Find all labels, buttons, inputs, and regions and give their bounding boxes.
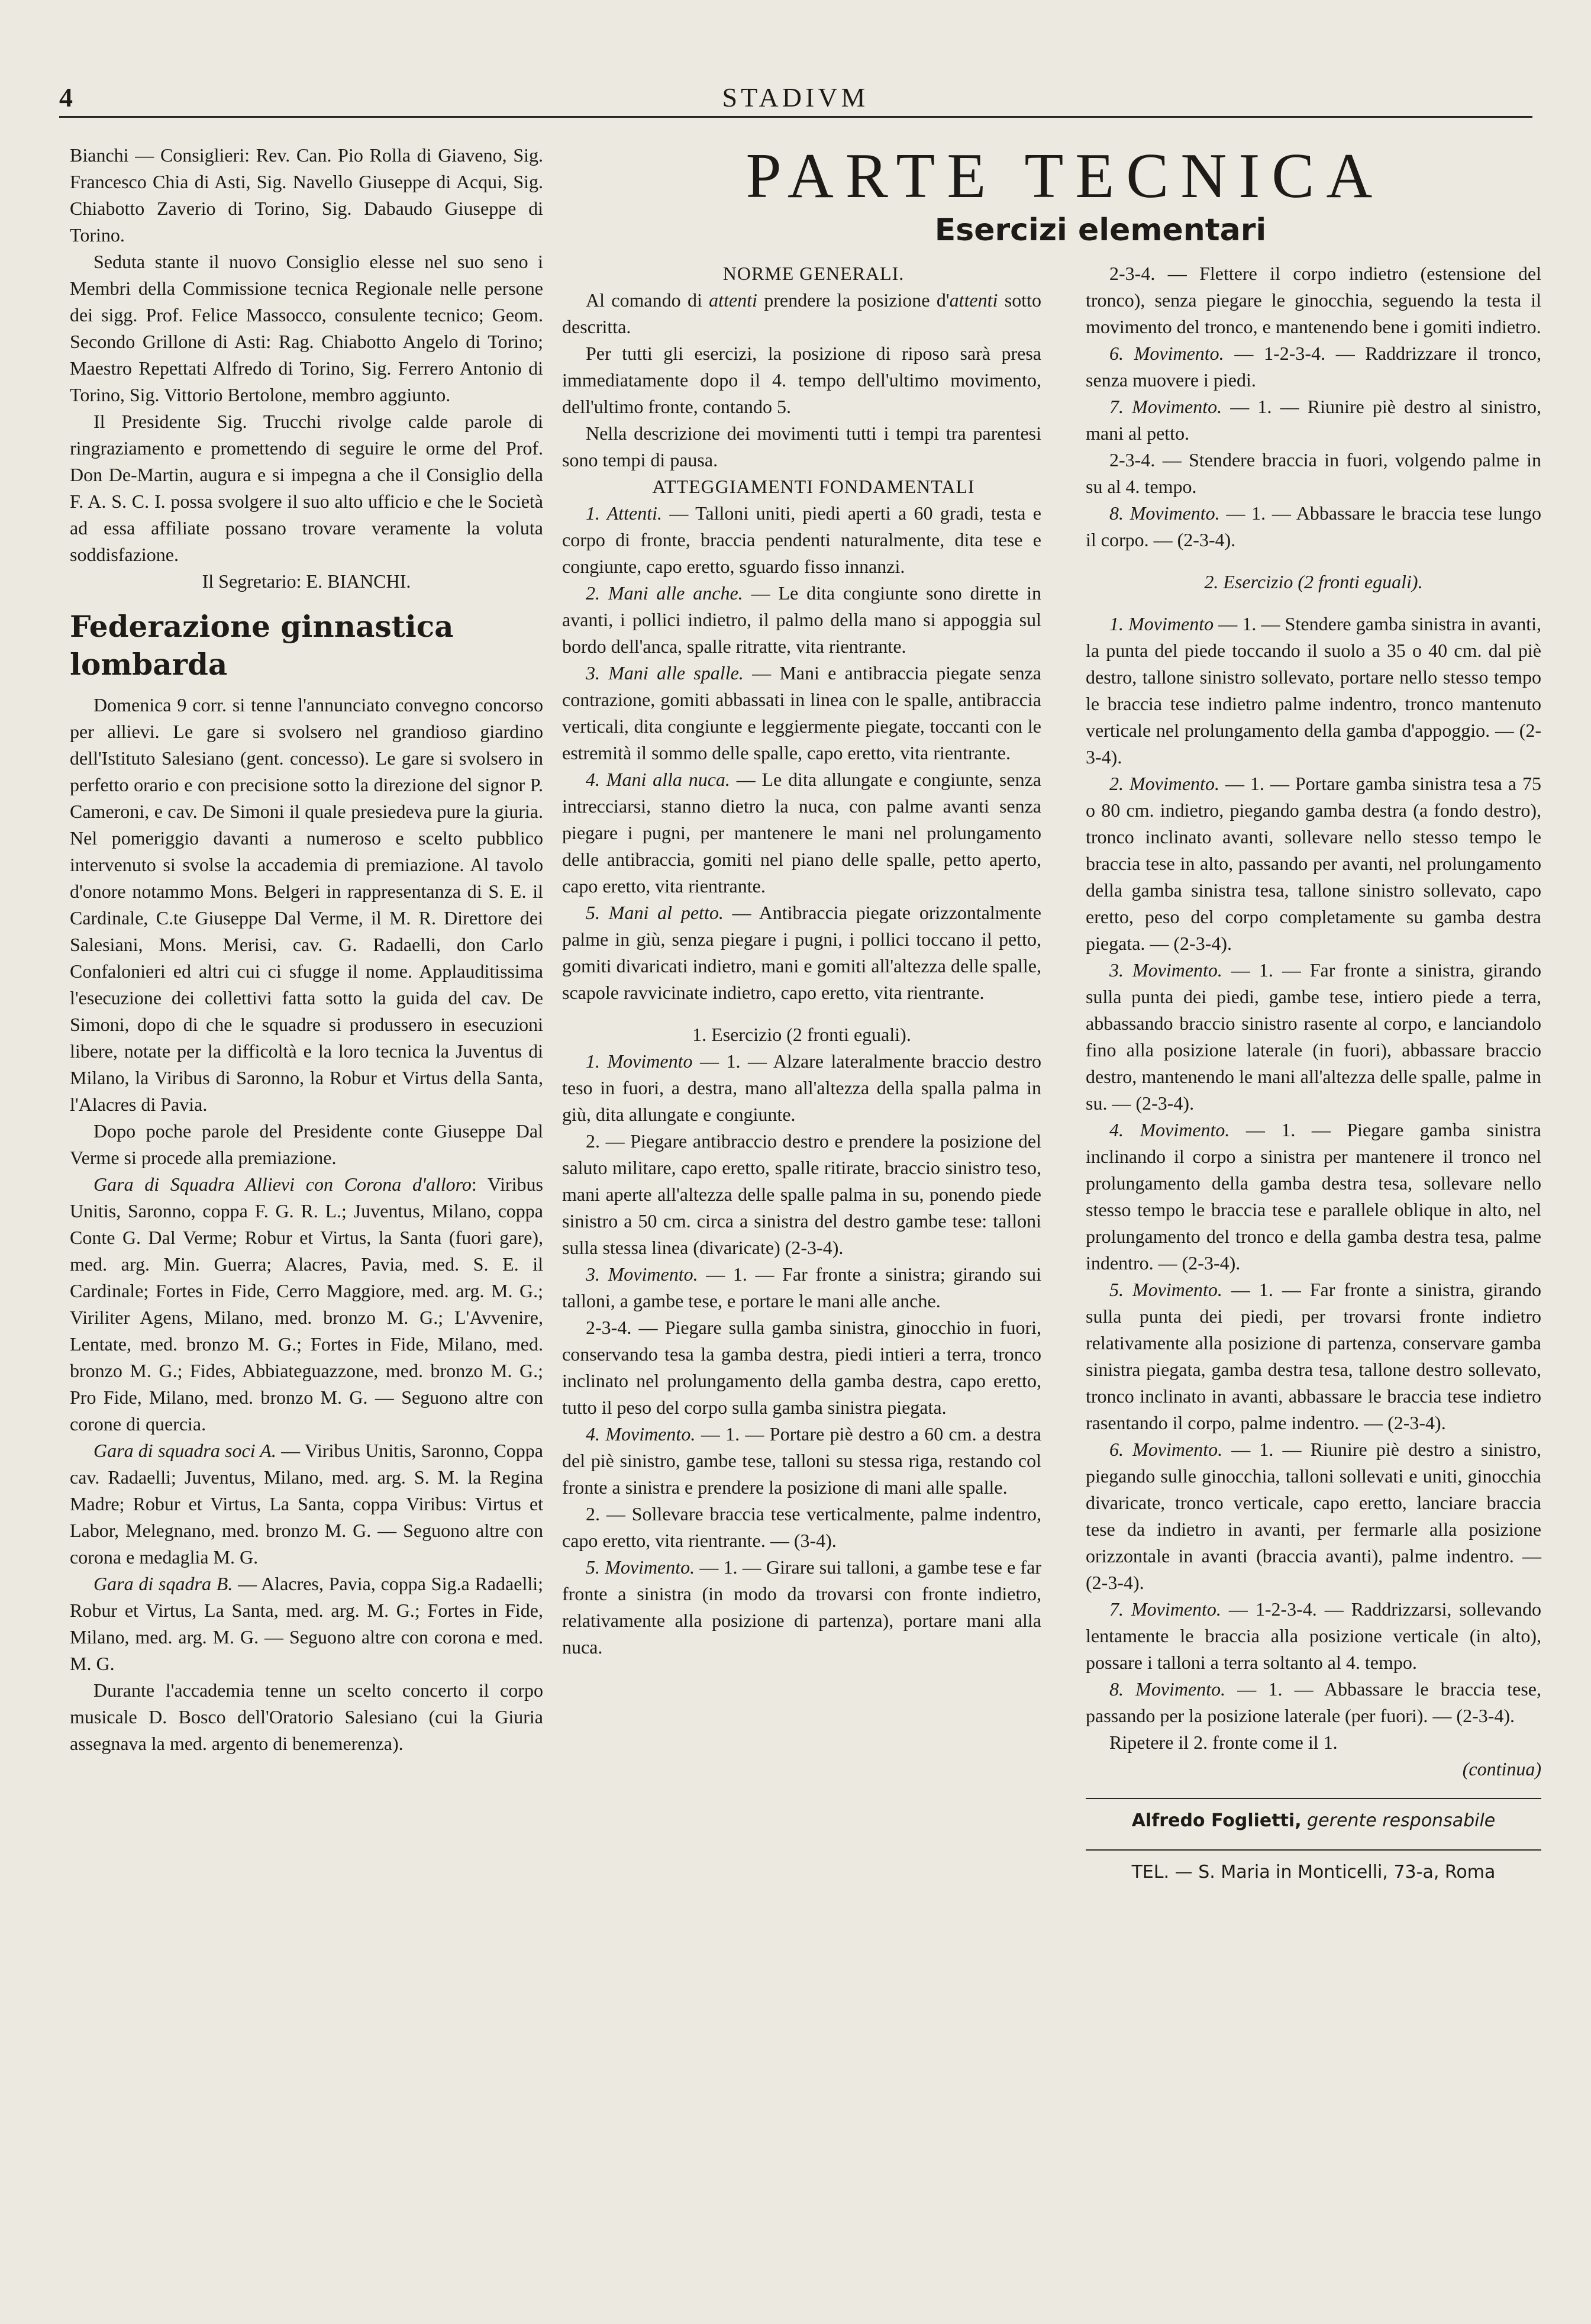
paragraph: Durante l'accademia tenne un scelto concerto il corpo musicale D. Bosco dell'Oratorio Salesiano (cui la Giuria assegnava la med. argento di benemerenza). [70, 1680, 543, 1754]
paragraph-body: — 1. — Girare sui talloni, a gambe tese e far fronte a sinistra (in modo da trovarsi con fronte indietro, relativamente alla posizione di partenza), portare mani alla nuca. [562, 1556, 1041, 1658]
paragraph [1086, 1277, 1541, 1436]
paragraph: Seduta stante il nuovo Consiglio elesse nel suo seno i Membri della Commissione tecnica Regionale nelle persone dei sigg. Prof. Felice Massocco, consulente tecnico; Geom. Secondo Grillone di Asti: Rag. Chiabotto Angelo di Torino; Maestro Repettati Alfredo di Torino, Sig. Ferrero Antonio di Torino, Sig. Vittorio Bertolone, membro aggiunto. [70, 251, 543, 405]
paragraph-lead: 7. Movimento. [1109, 396, 1222, 417]
paragraph-lead: Gara di sqadra B. [93, 1573, 233, 1594]
paragraph: Per tutti gli esercizi, la posizione di riposo sarà presa immediatamente dopo il 4. tempo dell'ultimo movimento, dell'ultimo fronte, contando 5. [562, 343, 1041, 417]
paragraph-lead: 1. Movimento [586, 1050, 693, 1072]
paragraph [562, 500, 1041, 580]
paragraph-body: — 1-2-3-4. — Raddrizzare il tronco, senza muovere i piedi. [1086, 343, 1542, 391]
footer-rule [1086, 1849, 1541, 1851]
text: Al comando di [586, 289, 709, 311]
paragraph [562, 660, 1041, 766]
paragraph [562, 287, 1041, 340]
paragraph-lead: 2. Mani alle anche. [586, 582, 743, 604]
footer-role: gerente responsabile [1307, 1810, 1496, 1831]
paragraph-body: — 1. — Portare piè destro a 60 cm. a destra del piè sinistro, gambe tese, talloni su stessa riga, restando col fronte a sinistra e prendere la posizione di mani alle spalle. [562, 1423, 1042, 1498]
paragraph-body: — 1. — Piegare gamba sinistra inclinando il corpo a sinistra per mantenere il tronco nel prolungamento della gamba destra tesa, sollevare nello stesso tempo le braccia tese e parallele oblique in alto, nel prolungamento del tronco e della gamba destra tesa, palme indentro. — (2-3-4). [1086, 1119, 1542, 1274]
column-right [1086, 260, 1541, 1885]
page-number: 4 [59, 82, 73, 112]
paragraph-body: — 1. — Far fronte a sinistra, girando sulla punta dei piedi, per trovarsi fronte indietro relativamente alla posizione di partenza, conservare gamba sinistra piegata, gamba destra tesa, tallone destro sollevato, tronco inclinato in avanti, abbassare le braccia tese indietro rasentando il corpo, palme indentro. — (2-3-4). [1086, 1279, 1542, 1433]
paragraph-body: — Alacres, Pavia, coppa Sig.a Radaelli; Robur et Virtus, La Santa, med. arg. M. G.; Fortes in Fide, Milano, med. arg. M. G. — Seguono altre con corona e med. M. G. [70, 1573, 544, 1674]
paragraph-lead: 4. Movimento. [1109, 1119, 1230, 1140]
paragraph-body: — 1-2-3-4. — Raddrizzarsi, sollevando lentamente le braccia alla posizione verticale (in alto), possare i talloni a terra soltanto al 4. tempo. [1086, 1598, 1542, 1673]
paragraph [562, 1261, 1041, 1314]
paragraph: Bianchi — Consiglieri: Rev. Can. Pio Rolla di Giaveno, Sig. Francesco Chia di Asti, Sig. Navello Giuseppe di Acqui, Sig. Chiabotto Zaverio di Torino, Sig. Dabaudo Giuseppe di Torino. [70, 144, 543, 246]
text: prendere la posizione d' [757, 289, 950, 311]
paragraph [1086, 1596, 1541, 1676]
paragraph-lead: 6. Movimento. [1109, 343, 1224, 364]
running-title: STADIVM [722, 82, 869, 112]
subsection-heading: NORME GENERALI. [722, 263, 905, 284]
paragraph-lead: Gara di Squadra Allievi con Corona d'alloro [93, 1174, 472, 1195]
paragraph: 2. — Sollevare braccia tese verticalmente, palme indentro, capo eretto, vita rientrante. — (3-4). [562, 1503, 1041, 1551]
spacer [1086, 553, 1541, 569]
paragraph-lead: 2. Movimento. [1109, 773, 1219, 794]
paragraph-lead: 4. Mani alla nuca. [586, 769, 730, 790]
exercise-heading: 1. Esercizio (2 fronti eguali). [692, 1024, 911, 1045]
paragraph-body: — 1. — Riunire piè destro al sinistro, mani al petto. [1086, 396, 1542, 444]
section-title: Federazione ginnastica lombarda [70, 609, 454, 682]
paragraph-lead: 1. Movimento [1109, 613, 1214, 634]
subsection-heading: ATTEGGIAMENTI FONDAMENTALI [652, 476, 975, 497]
paragraph [1086, 771, 1541, 957]
header-rule [59, 116, 1532, 118]
text: attenti [949, 289, 998, 311]
spacer [1086, 595, 1541, 611]
paragraph-body: — Le dita congiunte sono dirette in avanti, i pollici indietro, il palmo della mano si appoggia sul bordo dell'anca, spalle ritratte, vita rientrante. [562, 582, 1041, 657]
footer-signature [1086, 1807, 1541, 1834]
paragraph-body: : Viribus Unitis, Saronno, coppa F. G. R. L.; Juventus, Milano, coppa Conte G. Dal Verme; Robur et Virtus, la Santa (fuori gare), med. arg. Min. Guerra; Alacres, Pavia, med. S. E. il Cardinale; Fortes in Fide, Cerro Maggiore, med. arg. M. G.; Viriliter Agens, Milano, med. bronzo M. G.; L'Avvenire, Lentate, med. bronzo M. G.; Fortes in Fide, Milano, med. bronzo M. G.; Fides, Abbiateguazzone, med. bronzo M. G.; Pro Fide, Milano, med. bronzo M. G. — Seguono altre con corone di quercia. [70, 1174, 544, 1435]
paragraph [70, 1171, 543, 1437]
text: attenti [709, 289, 757, 311]
paragraph-body: — 1. — Far fronte a sinistra; girando sui talloni, a gambe tese, e portare le mani alle anche. [562, 1263, 1042, 1311]
signature: Il Segretario: E. BIANCHI. [202, 570, 411, 592]
footer-telephone: TEL. — S. Maria in Monticelli, 73-a, Roma [1131, 1862, 1496, 1883]
paragraph [1086, 394, 1541, 447]
paragraph-body: — Le dita allungate e congiunte, senza intrecciarsi, stanno dietro la nuca, con palme avanti senza piegare i pugni, per mantenere le mani nel prolungamento delle antibraccia, gomiti nel piano delle spalle, petto aperto, capo eretto, vita rientrante. [562, 769, 1042, 897]
paragraph [1086, 957, 1541, 1117]
paragraph [1086, 611, 1541, 771]
exercise-heading: 2. Esercizio (2 fronti eguali). [1204, 571, 1423, 592]
paragraph-body: — Talloni uniti, piedi aperti a 60 gradi, testa e corpo di fronte, braccia pendenti naturalmente, dita tese e congiunte, capo eretto, sguardo fisso innanzi. [562, 502, 1042, 577]
paragraph-lead: 5. Movimento. [586, 1556, 695, 1578]
paragraph [70, 1437, 543, 1571]
column-middle [562, 260, 1041, 1661]
paragraph-lead: 5. Mani al petto. [586, 902, 724, 923]
paragraph: Ripetere il 2. fronte come il 1. [1109, 1732, 1338, 1753]
paragraph-lead: 3. Movimento. [1109, 959, 1222, 981]
paragraph-body: — Viribus Unitis, Saronno, Coppa cav. Radaelli; Juventus, Milano, med. arg. S. M. la Regina Madre; Robur et Virtus, La Santa, coppa Viribus: Virtus et Labor, Melegnano, med. bronzo M. G. — Seguono altre con corona e medaglia M. G. [70, 1440, 544, 1568]
paragraph [1086, 500, 1541, 553]
paragraph [562, 900, 1041, 1006]
paragraph: 2-3-4. — Flettere il corpo indietro (estensione del tronco), senza piegare le ginocchia, seguendo la testa il movimento del tronco, e mantenendo bene i gomiti indietro. [1086, 263, 1541, 337]
main-subtitle: Esercizi elementari [934, 212, 1267, 248]
paragraph [562, 1048, 1041, 1128]
paragraph-lead: 4. Movimento. [586, 1423, 696, 1445]
paragraph [70, 1571, 543, 1677]
paragraph [1086, 1676, 1541, 1729]
paragraph-lead: 7. Movimento. [1109, 1598, 1221, 1620]
footer-rule [1086, 1798, 1541, 1799]
paragraph-body: — 1. — Abbassare le braccia tese, passando per la posizione laterale (per fuori). — (2-3-4). [1086, 1678, 1542, 1726]
paragraph-lead: 5. Movimento. [1109, 1279, 1222, 1300]
paragraph-body: — 1. — Portare gamba sinistra tesa a 75 o 80 cm. indietro, piegando gamba destra (a fondo destro), tronco inclinato avanti, sollevare nello stesso tempo le braccia tese in alto, passando per avanti, nel prolungamento della gamba sinistra tesa, tallone sinistro sollevato, capo eretto, peso del corpo completamente su gamba destra piegata. — (2-3-4). [1086, 773, 1542, 954]
paragraph [1086, 1436, 1541, 1596]
paragraph [562, 1421, 1041, 1501]
column-left [70, 142, 543, 1757]
paragraph [562, 766, 1041, 900]
paragraph-lead: Gara di squadra soci A. [93, 1440, 276, 1461]
paragraph-lead: 6. Movimento. [1109, 1439, 1223, 1460]
paragraph: 2-3-4. — Piegare sulla gamba sinistra, ginocchio in fuori, conservando tesa la gamba destra, piedi intieri a terra, tronco inclinato nel prolungamento della gamba destra, capo eretto, tutto il peso del corpo sulla gamba sinistra piegata. [562, 1317, 1041, 1418]
paragraph-lead: 3. Movimento. [586, 1263, 698, 1285]
paragraph-body: — 1. — Abbassare le braccia tese lungo il corpo. — (2-3-4). [1086, 502, 1542, 550]
main-title: PARTE TECNICA [746, 141, 1385, 211]
spacer [562, 1006, 1041, 1021]
paragraph-lead: 8. Movimento. [1109, 502, 1220, 524]
paragraph-body: — Mani e antibraccia piegate senza contrazione, gomiti abbassati in linea con le spalle, antibraccia verticali, dita congiunte e leggiermente piegate, toccanti con le estremità il sommo delle spalle, capo eretto, vita rientrante. [562, 662, 1042, 763]
paragraph [1086, 340, 1541, 394]
text: sotto descritta. [562, 289, 1041, 337]
paragraph-body: — 1. — Far fronte a sinistra, girando sulla punta dei piedi, gambe tese, intiero piede a terra, abbassando braccio sinistro rasente al corpo, e lanciandolo fino alla posizione laterale (in fuori), abbassare braccio destro, mantenendo le mani all'altezza delle spalle, palme in su. — (2-3-4). [1086, 959, 1542, 1114]
footer-name: Alfredo Foglietti, [1131, 1810, 1302, 1831]
paragraph: Il Presidente Sig. Trucchi rivolge calde parole di ringraziamento e promettendo di seguire le orme del Prof. Don De-Martin, augura e si impegna a che il Consiglio della F. A. S. C. I. possa svolgere il suo alto ufficio e che le Società ad essa affiliate possano trovare veramente la voluta soddisfazione. [70, 411, 543, 565]
continua-note: (continua) [1462, 1758, 1541, 1780]
paragraph: 2-3-4. — Stendere braccia in fuori, volgendo palme in su al 4. tempo. [1086, 449, 1541, 497]
paragraph-body: — 1. — Stendere gamba sinistra in avanti, la punta del piede toccando il suolo a 35 o 40 cm. dal piè destro, tallone sinistro sollevato, portare nello stesso tempo le braccia tese indietro palme indentro, tronco mantenuto verticale nel prolungamento della gamba d'appoggio. — (2-3-4). [1086, 613, 1542, 768]
paragraph-body: — 1. — Riunire piè destro a sinistro, piegando sulle ginocchia, talloni sollevati e uniti, ginocchia divaricate, tronco verticale, capo eretto, lanciare braccia tese da indietro in avanti, per fermarle alla posizione orizzontale in avanti (braccia avanti), palme indentro. — (2-3-4). [1086, 1439, 1542, 1593]
paragraph [1086, 1117, 1541, 1277]
paragraph: Dopo poche parole del Presidente conte Giuseppe Dal Verme si procede alla premiazione. [70, 1120, 543, 1168]
paragraph: 2. — Piegare antibraccio destro e prendere la posizione del saluto militare, capo eretto, spalle ritirate, braccio sinistro teso, mani aperte all'altezza delle spalle palma in su, ponendo piede sinistro a 50 cm. circa a sinistra del destro gambe tese: talloni sulla stessa linea (divaricate) (2-3-4). [562, 1130, 1041, 1258]
paragraph-body: — 1. — Alzare lateralmente braccio destro teso in fuori, a destra, mano all'altezza della spalla palma in giù, dita allungate e congiunte. [562, 1050, 1042, 1125]
paragraph [562, 1554, 1041, 1661]
paragraph-lead: 8. Movimento. [1109, 1678, 1226, 1700]
paragraph-lead: 1. Attenti. [586, 502, 663, 524]
paragraph: Domenica 9 corr. si tenne l'annunciato convegno concorso per allievi. Le gare si svolsero nel grandioso giardino dell'Istituto Salesiano (gent. concesso). Le gare si svolsero in perfetto orario e con precisione sotto la direzione del signor P. Cameroni, e cav. De Simoni il quale presiedeva pure la giuria. Nel pomeriggio davanti a numeroso e scelto pubblico intervenuto si svolse la accademia di premiazione. Al tavolo d'onore notammo Mons. Belgeri in rappresentanza di S. E. il Cardinale, C.te Giuseppe Dal Verme, il M. R. Direttore dei Salesiani, Mons. Merisi, cav. G. Radaelli, don Carlo Confalonieri ed altri cui ci sfugge il nome. Applauditissima l'esecuzione dei collettivi fatta sotto la guida del cav. De Simoni, dopo di che le squadre si produssero in esecuzioni libere, notate per la difficoltà e la loro tecnica la Juventus di Milano, la Viribus di Saronno, la Robur et Virtus della Santa, l'Alacres di Pavia. [70, 694, 543, 1115]
paragraph [562, 580, 1041, 660]
paragraph-body: — Antibraccia piegate orizzontalmente palme in giù, senza piegare i pugni, i pollici toccano il petto, gomiti divaricati indietro, mani e gomiti all'altezza delle spalle, scapole ravvicinate indietro, capo eretto, vita rientrante. [562, 902, 1041, 1003]
paragraph: Nella descrizione dei movimenti tutti i tempi tra parentesi sono tempi di pausa. [562, 423, 1041, 470]
paragraph-lead: 3. Mani alle spalle. [586, 662, 744, 684]
